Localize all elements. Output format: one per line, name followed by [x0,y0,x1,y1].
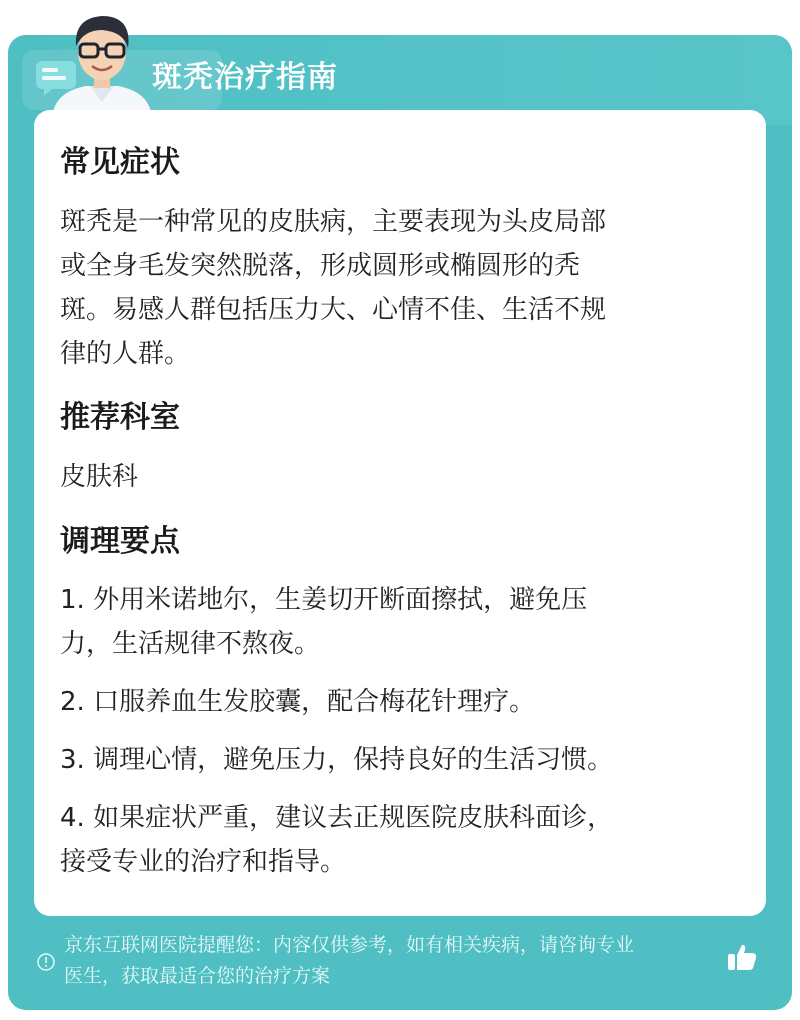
info-icon [37,953,55,971]
department-heading: 推荐科室 [60,400,180,435]
page-title: 斑秃治疗指南 [152,60,338,95]
care-item: 1. 外用米诺地尔，生姜切开断面擦拭，避免压 [60,585,588,615]
doctor-avatar-icon [46,6,158,118]
care-item: 3. 调理心情，避免压力，保持良好的生活习惯。 [60,745,614,775]
symptoms-heading: 常见症状 [60,145,180,180]
disclaimer-line: 医生，获取最适合您的治疗方案 [64,965,331,987]
thumbs-up-icon[interactable] [726,941,758,973]
care-item: 力，生活规律不熬夜。 [60,629,321,659]
care-item: 接受专业的治疗和指导。 [60,847,347,877]
symptoms-line: 或全身毛发突然脱落，形成圆形或椭圆形的秃 [60,251,581,281]
care-item: 4. 如果症状严重，建议去正规医院皮肤科面诊， [60,803,614,833]
symptoms-text [60,200,740,376]
disclaimer-line: 京东互联网医院提醒您：内容仅供参考，如有相关疾病，请咨询专业 [64,934,635,956]
disclaimer [64,930,734,992]
care-item: 2. 口服养血生发胶囊，配合梅花针理疗。 [60,687,536,717]
care-list [60,578,740,884]
symptoms-line: 律的人群。 [60,339,191,369]
symptoms-line: 斑。易感人群包括压力大、心情不佳、生活不规 [60,295,607,325]
department-value: 皮肤科 [60,462,139,492]
care-heading: 调理要点 [60,524,180,559]
symptoms-line: 斑秃是一种常见的皮肤病，主要表现为头皮局部 [60,207,607,237]
